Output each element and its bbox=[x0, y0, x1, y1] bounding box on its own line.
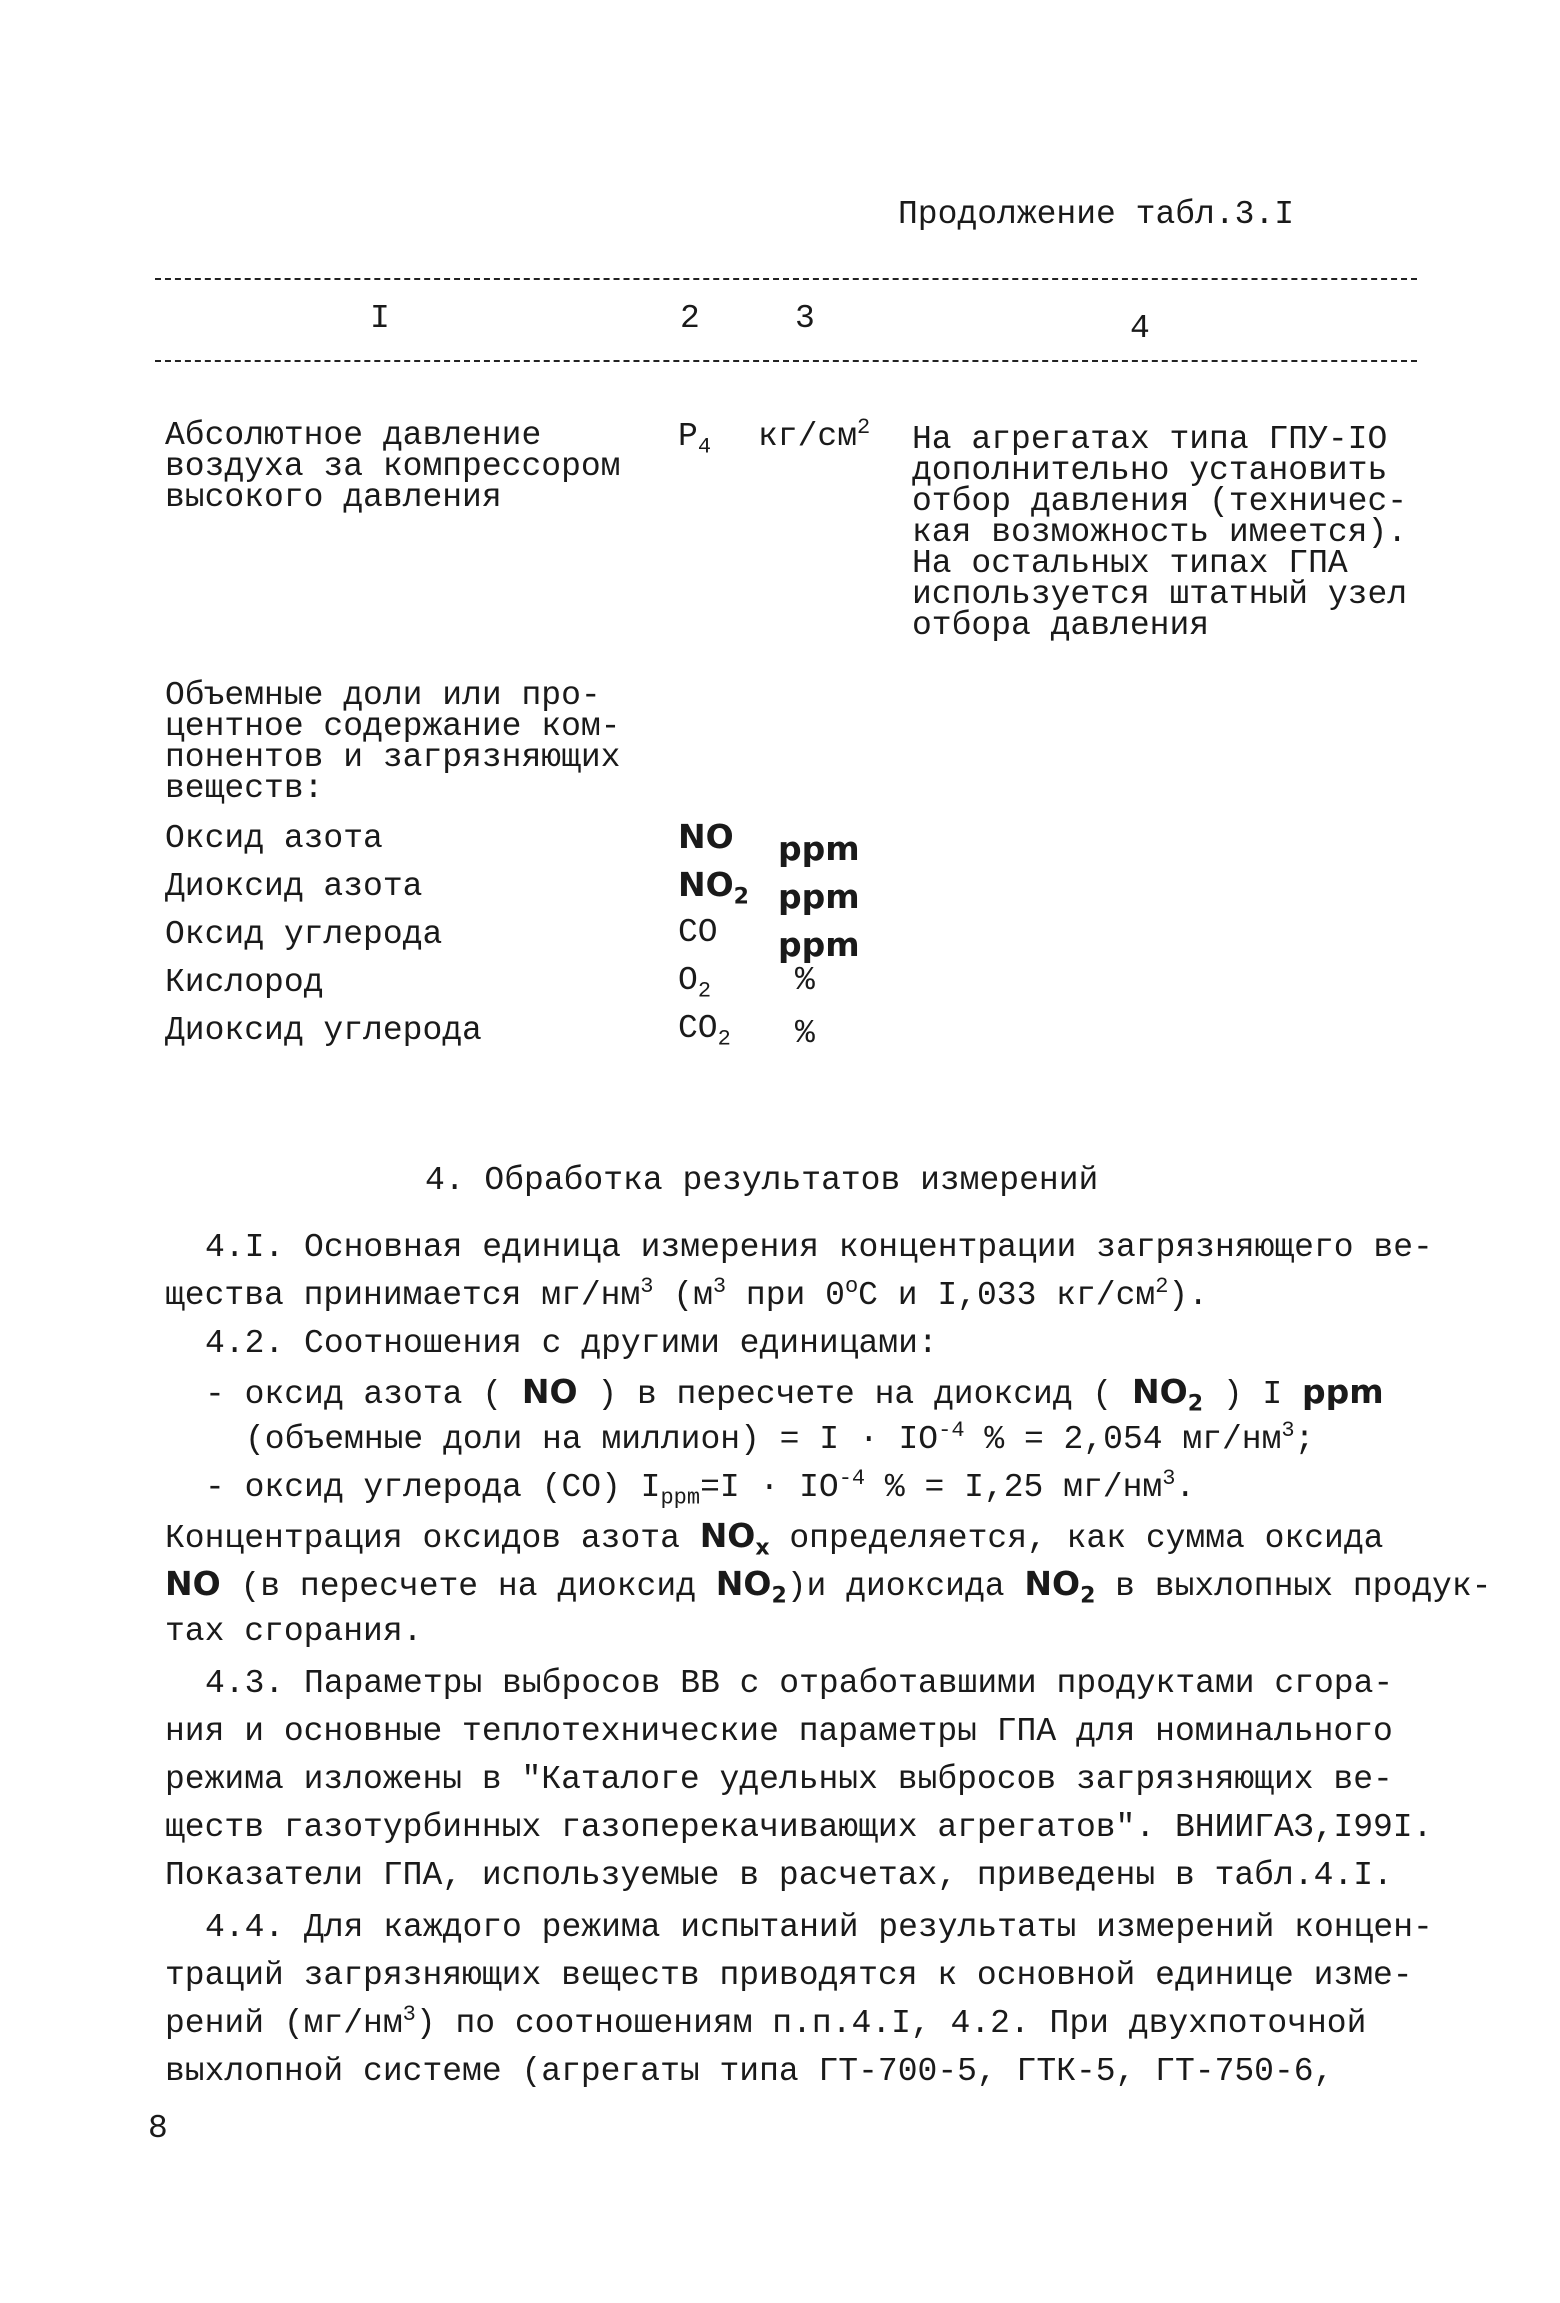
page-number: 8 bbox=[148, 2110, 168, 2147]
para-4-3-line2: ния и основные теплотехнические параметры ГПА для номинального bbox=[165, 1713, 1393, 1750]
component-unit-no2: ppm bbox=[778, 877, 860, 916]
unit-pressure: $кг/см^2$ bbox=[758, 415, 871, 455]
symbol-p4: $P_4$ bbox=[678, 418, 712, 460]
component-symbol-co2: $CO_2$ bbox=[678, 1010, 731, 1052]
component-unit-co: ppm bbox=[778, 925, 860, 964]
para-4-4-line3: рений $(мг/нм^3)$ по соотношениям п.п.4.I, 4.2. При двухпоточной bbox=[165, 2002, 1367, 2042]
component-name-co: Оксид углерода bbox=[165, 916, 443, 953]
para-4-4-line1: 4.4. Для каждого режима испытаний результаты измерений концен- bbox=[205, 1909, 1433, 1946]
para-4-3-line5: Показатели ГПА, используемые в расчетах, приведены в табл.4.I. bbox=[165, 1857, 1393, 1894]
para-4-4-line2: траций загрязняющих веществ приводятся к основной единице изме- bbox=[165, 1957, 1413, 1994]
col-header-4: 4 bbox=[1130, 310, 1150, 347]
para-4-1-line2: щества принимается $мг/нм^3$ ($м^3$ при $0^оС$ и I,033 $кг/см^2$). bbox=[165, 1274, 1209, 1314]
component-name-no: Оксид азота bbox=[165, 820, 383, 857]
para-4-3-line3: режима изложены в "Каталоге удельных выбросов загрязняющих ве- bbox=[165, 1761, 1393, 1798]
table-header-rule bbox=[155, 360, 1417, 362]
nox-definition-line3: тах сгорания. bbox=[165, 1613, 423, 1650]
para-4-2: 4.2. Соотношения с другими единицами: bbox=[205, 1325, 938, 1362]
component-name-co2: Диоксид углерода bbox=[165, 1012, 482, 1049]
table-top-rule bbox=[155, 278, 1417, 280]
component-symbol-no2: $NO_2$ bbox=[678, 865, 749, 910]
para-4-3-line1: 4.3. Параметры выбросов ВВ с отработавшими продуктами сгора- bbox=[205, 1665, 1394, 1702]
nox-definition-line2: NO (в пересчете на диоксид $NO_2)и$ диоксида $NO_2$ в выхлопных продук- bbox=[165, 1564, 1492, 1609]
component-symbol-o2: $O_2$ bbox=[678, 962, 712, 1004]
relation-co-line: - оксид углерода (CO) $I_{ppm}=I \cdot IO^{-4}$ % = I,25 $мг/нм^3$. bbox=[205, 1466, 1196, 1511]
col-header-1: I bbox=[370, 300, 390, 337]
relation-no-value: (объемные доли на миллион) = $I \cdot IO^{-4}$ % = 2,054 $мг/нм^3$; bbox=[245, 1418, 1315, 1458]
col-header-2: 2 bbox=[680, 300, 700, 337]
component-unit-co2: % bbox=[795, 1015, 815, 1052]
component-name-o2: Кислород bbox=[165, 964, 324, 1001]
component-name-no2: Диоксид азота bbox=[165, 868, 423, 905]
param-pressure: Абсолютное давление воздуха за компрессором высокого давления bbox=[165, 417, 621, 516]
para-4-1-line1: 4.I. Основная единица измерения концентрации загрязняющего ве- bbox=[205, 1229, 1433, 1266]
component-symbol-no: NO bbox=[678, 817, 734, 856]
section-title: 4. Обработка результатов измерений bbox=[425, 1162, 1099, 1199]
para-4-4-line4: выхлопной системе (агрегаты типа ГТ-700-5, ГТК-5, ГТ-750-6, bbox=[165, 2053, 1334, 2090]
col-header-3: 3 bbox=[795, 300, 815, 337]
component-symbol-co: CO bbox=[678, 914, 718, 951]
table-continuation-label: Продолжение табл.3.I bbox=[898, 196, 1295, 233]
component-unit-no: ppm bbox=[778, 829, 860, 868]
nox-definition-line1: Концентрация оксидов азота $NO_x$ определяется, как сумма оксида bbox=[165, 1516, 1384, 1561]
group-label-components: Объемные доли или про- центное содержание ком- понентов и загрязняющих веществ: bbox=[165, 677, 621, 807]
relation-no-line: - оксид азота ( NO ) в пересчете на диоксид ( $NO_2$ ) I ppm bbox=[205, 1372, 1384, 1417]
para-4-3-line4: ществ газотурбинных газоперекачивающих агрегатов". ВНИИГАЗ,I99I. bbox=[165, 1809, 1433, 1846]
component-unit-o2: % bbox=[795, 962, 815, 999]
note-pressure: На агрегатах типа ГПУ-IO дополнительно установить отбор давления (техничес- кая возможность имеется). На остальных типах ГПА используется штатный узел отбора давления bbox=[912, 421, 1408, 644]
